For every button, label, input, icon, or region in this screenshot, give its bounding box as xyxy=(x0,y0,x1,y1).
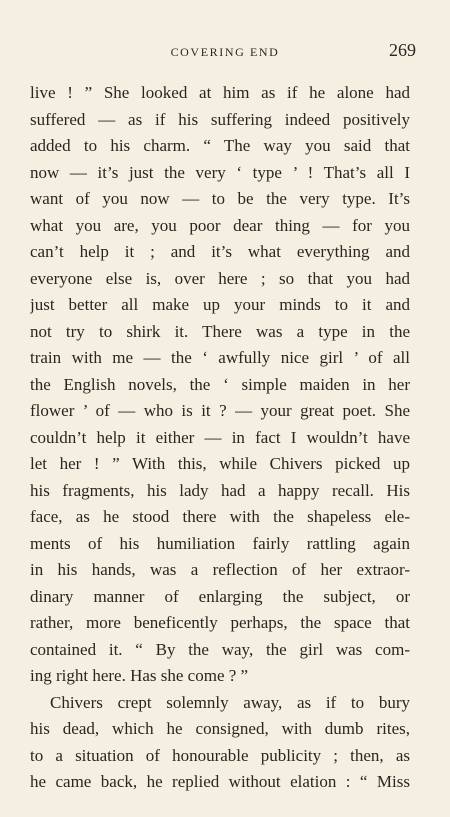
text-line: now — it’s just the very ‘ type ’ ! That’s all I xyxy=(30,162,410,182)
text-line: everyone else is, over here ; so that you had xyxy=(30,268,410,288)
text-line: what you are, you poor dear thing — for you xyxy=(30,215,410,235)
text-line: face, as he stood there with the shapeless ele- xyxy=(30,507,410,526)
text-line: the English novels, the ‘ simple maiden in her xyxy=(30,374,410,394)
body-text xyxy=(30,80,410,796)
text-line: in his hands, was a reflection of her extraor- xyxy=(30,560,410,579)
text-line: suffered — as if his suffering indeed positively xyxy=(30,109,410,129)
text-line: contained it. “ By the way, the girl was com- xyxy=(30,639,410,659)
text-line: not try to shirk it. There was a type in the xyxy=(30,321,410,341)
running-title: COVERING END xyxy=(170,45,280,59)
paragraph-start-line: Chivers crept solemnly away, as if to bury xyxy=(50,692,410,712)
text-line: live ! ” She looked at him as if he alone had xyxy=(30,83,410,102)
text-line: train with me — the ‘ awfully nice girl ’ of all xyxy=(30,348,410,367)
text-line: ments of his humiliation fairly rattling again xyxy=(30,533,410,553)
page-number: 269 xyxy=(389,40,416,60)
text-line: his fragments, his lady had a happy recall. His xyxy=(30,480,410,500)
text-line: dinary manner of enlarging the subject, or xyxy=(30,586,410,606)
text-line: to a situation of honourable publicity ; then, as xyxy=(30,745,410,765)
text-line: flower ’ of — who is it ? — your great poet. She xyxy=(30,401,410,420)
text-line: couldn’t help it either — in fact I wouldn’t have xyxy=(30,427,410,447)
text-line: added to his charm. “ The way you said that xyxy=(30,136,410,155)
running-header xyxy=(0,40,450,64)
text-line: just better all make up your minds to it and xyxy=(30,295,410,314)
text-line: his dead, which he consigned, with dumb rites, xyxy=(30,719,410,738)
paragraph-end-line: ing right here. Has she come ? ” xyxy=(30,666,249,685)
text-line: rather, more beneficently perhaps, the space that xyxy=(30,613,410,632)
text-line: want of you now — to be the very type. It’s xyxy=(30,189,410,208)
text-line: let her ! ” With this, while Chivers picked up xyxy=(30,454,410,473)
text-line: can’t help it ; and it’s what everything and xyxy=(30,242,410,261)
text-line: he came back, he replied without elation : “ Miss xyxy=(30,772,410,791)
